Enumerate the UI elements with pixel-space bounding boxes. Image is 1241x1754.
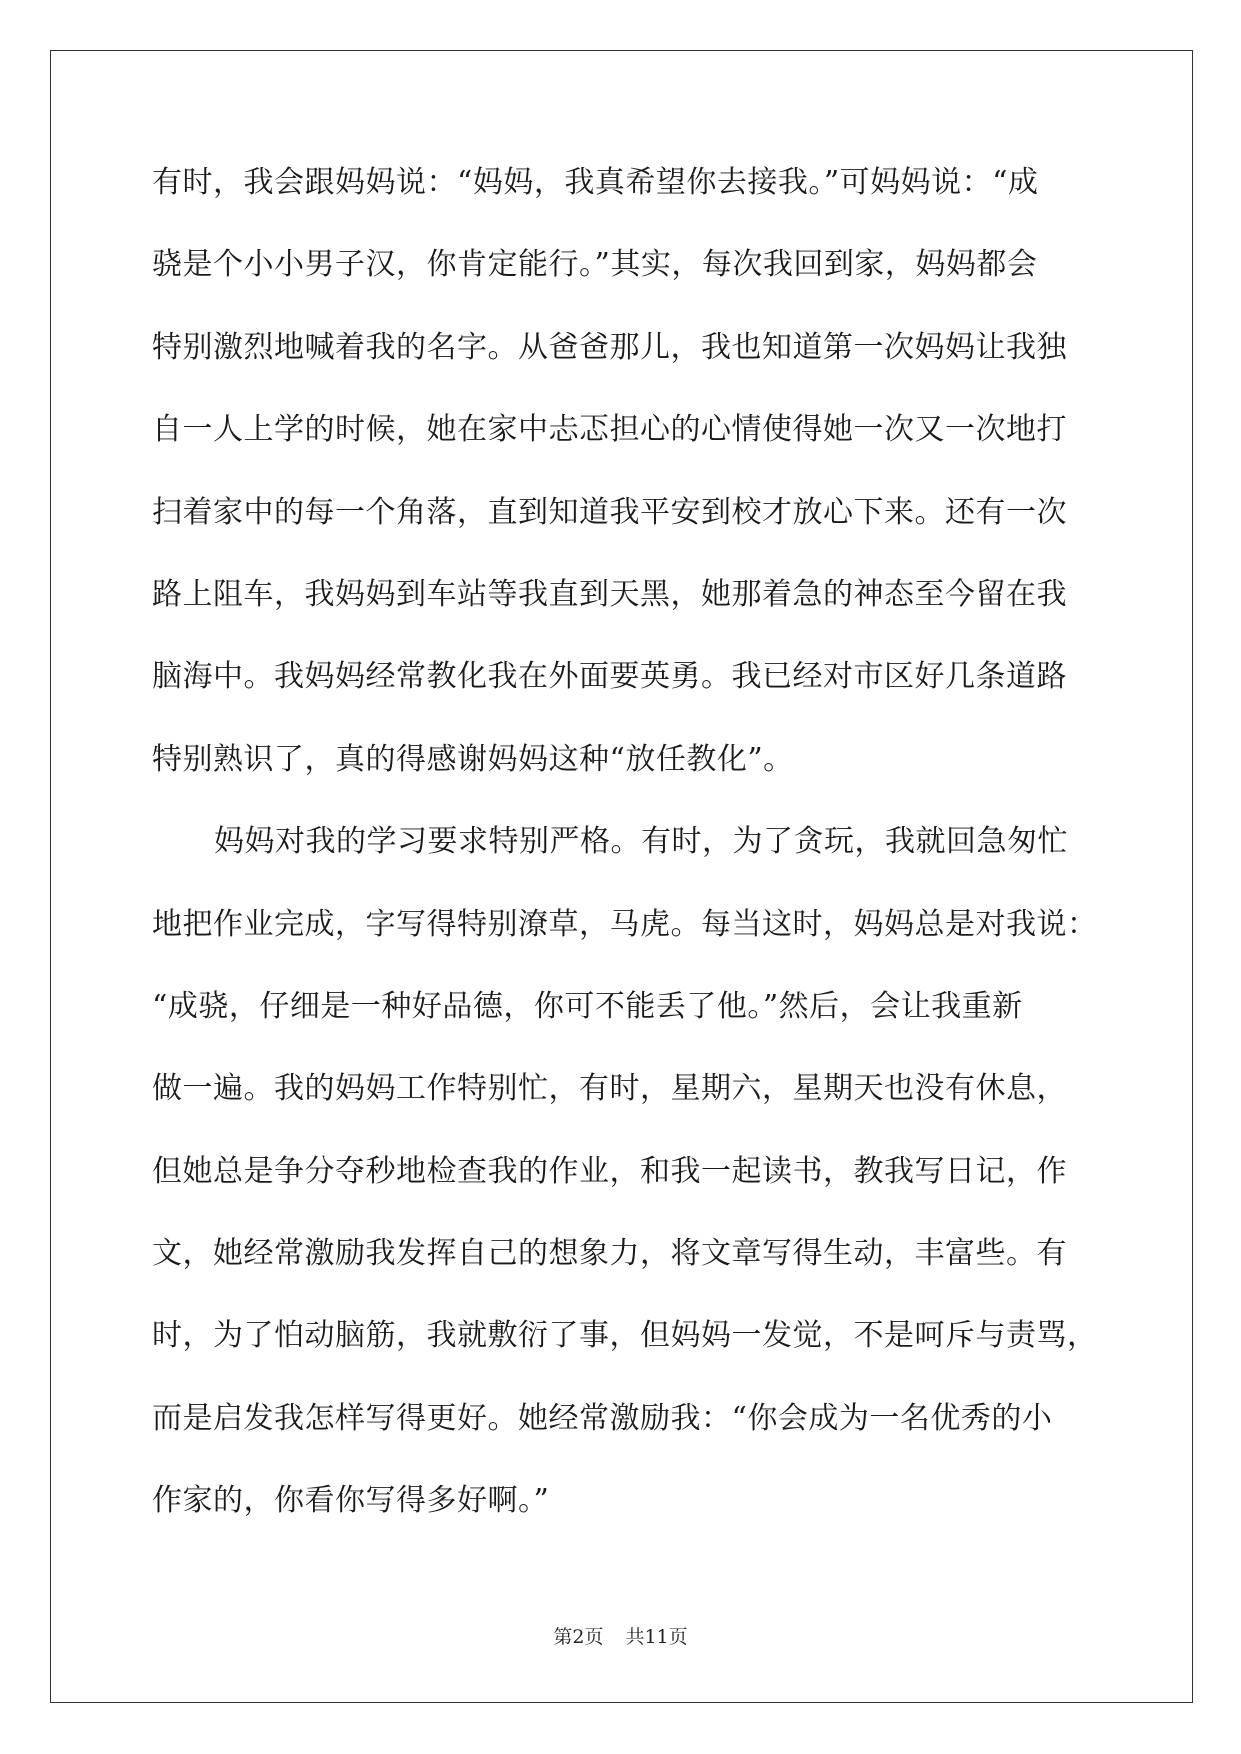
text-line: 脑海中。我妈妈经常教化我在外面要英勇。我已经对市区好几条道路	[152, 659, 1067, 695]
text-line: 而是启发我怎样写得更好。她经常激励我：“你会成为一名优秀的小	[152, 1400, 1053, 1436]
text-line: 有时，我会跟妈妈说：“妈妈，我真希望你去接我。”可妈妈说：“成	[152, 165, 1039, 200]
text-line: 但她总是争分夺秒地检查我的作业，和我一起读书，教我写日记，作	[152, 1153, 1067, 1189]
paragraph-first-line: 妈妈对我的学习要求特别严格。有时，为了贪玩，我就回急匆忙	[214, 824, 1068, 860]
text-line: 自一人上学的时候，她在家中忐忑担心的心情使得她一次又一次地打	[152, 412, 1067, 448]
text-line: 做一遍。我的妈妈工作特别忙，有时，星期六，星期天也没有休息，	[152, 1071, 1067, 1107]
text-line: 文，她经常激励我发挥自己的想象力，将文章写得生动，丰富些。有	[152, 1236, 1067, 1272]
text-line: 骁是个小小男子汉，你肯定能行。”其实，每次我回到家，妈妈都会	[152, 247, 1038, 283]
text-line: 扫着家中的每一个角落，直到知道我平安到校才放心下来。还有一次	[152, 494, 1067, 530]
page-number: 第2页	[553, 1626, 604, 1648]
text-line: 作家的，你看你写得多好啊。”	[152, 1483, 550, 1519]
text-line: 路上阻车，我妈妈到车站等我直到天黑，她那着急的神态至今留在我	[152, 576, 1067, 612]
document-body	[152, 158, 1098, 1559]
text-line: 特别激烈地喊着我的名字。从爸爸那儿，我也知道第一次妈妈让我独	[152, 329, 1067, 365]
text-line: 特别熟识了，真的得感谢妈妈这种“放任教化”。	[152, 741, 794, 777]
page-total: 共11页	[625, 1626, 688, 1648]
text-line: “成骁，仔细是一种好品德，你可不能丢了他。”然后，会让我重新	[152, 988, 1023, 1024]
text-line: 地把作业完成，字写得特别潦草，马虎。每当这时，妈妈总是对我说：	[152, 906, 1098, 942]
page-footer	[0, 1622, 1241, 1649]
text-line: 时，为了怕动脑筋，我就敷衍了事，但妈妈一发觉，不是呵斥与责骂，	[152, 1318, 1098, 1354]
